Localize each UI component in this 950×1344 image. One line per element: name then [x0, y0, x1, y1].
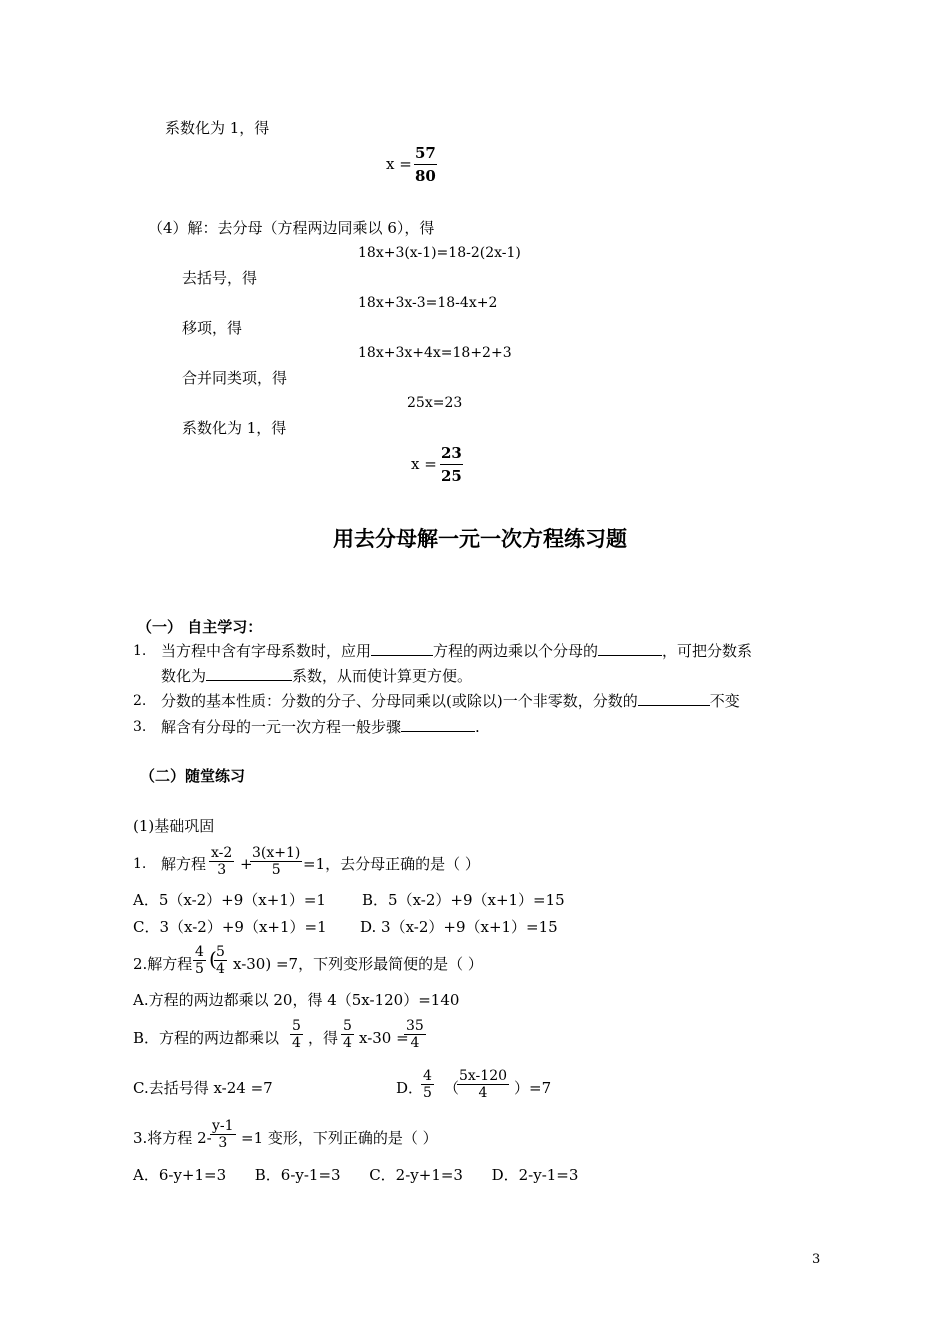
fraction: [193, 944, 206, 977]
fraction-denominator: 5: [271, 862, 281, 878]
fraction-numerator: y-1: [212, 1118, 234, 1134]
fraction-denominator: 3: [218, 1135, 228, 1151]
page-number: 3: [812, 1252, 821, 1267]
option-text: ，得: [308, 1029, 339, 1047]
question-text-part: 数化为: [161, 667, 207, 685]
x-label: x =: [386, 155, 412, 173]
answer-blank[interactable]: [371, 641, 433, 656]
question-lead: 3.将方程 2-: [133, 1129, 212, 1147]
fraction-numerator: 35: [406, 1018, 424, 1034]
fraction: [209, 845, 234, 878]
question-text-part: 系数，从而使计算更方便。: [292, 667, 473, 685]
fraction: [404, 1018, 426, 1051]
open-paren: (: [209, 947, 217, 971]
fraction-denominator: 5: [423, 1085, 432, 1101]
equation: 25x=23: [407, 395, 463, 411]
subsection-heading: (1)基础巩固: [133, 817, 215, 835]
fraction-numerator: 5: [343, 1018, 352, 1034]
fraction-denominator: 3: [217, 862, 227, 878]
step-label: 系数化为 1，得: [165, 119, 270, 137]
question-number: 3.: [133, 719, 147, 735]
question-lead: 2.解方程: [133, 955, 193, 973]
answer-blank[interactable]: [206, 666, 292, 681]
fraction-numerator: 5: [292, 1018, 301, 1034]
section-heading: （二）随堂练习: [140, 767, 246, 785]
question-text-part: .: [475, 718, 480, 736]
section-heading: （一） 自主学习：: [137, 618, 263, 636]
answer-blank[interactable]: [598, 641, 662, 656]
option-list[interactable]: A．6-y+1=3 B．6-y-1=3 C．2-y+1=3 D．2-y-1=3: [133, 1166, 579, 1184]
option-text: （: [444, 1079, 460, 1097]
fraction-numerator: 3(x+1): [252, 845, 301, 861]
question-text: =1 变形，下列正确的是（ ）: [241, 1129, 438, 1147]
step-label: 去括号，得: [182, 269, 258, 287]
option-a[interactable]: A．5（x-2）+9（x+1）=1: [133, 891, 326, 909]
page-title: 用去分母解一元一次方程练习题: [333, 526, 627, 551]
fraction-denominator: 25: [441, 467, 462, 485]
fraction-denominator: 4: [478, 1085, 488, 1101]
question-lead: 解方程: [161, 855, 207, 873]
answer-blank[interactable]: [401, 717, 475, 732]
question-text: =1，去分母正确的是（ ）: [303, 855, 480, 873]
option-a[interactable]: A.方程的两边都乘以 20，得 4（5x-120）=140: [133, 991, 460, 1009]
option-c[interactable]: C.去括号得 x-24 =7: [133, 1079, 273, 1097]
question-text-part: 解含有分母的一元一次方程一般步骤: [161, 718, 402, 736]
question-text-part: 方程的两边乘以个分母的: [433, 642, 599, 660]
question-text-part: 不变: [709, 692, 740, 710]
fraction-numerator: 23: [440, 442, 463, 465]
fraction-denominator: 4: [292, 1035, 301, 1051]
fraction-denominator: 80: [415, 167, 436, 185]
fraction-numerator: 5x-120: [459, 1068, 508, 1084]
fraction: [341, 1018, 354, 1051]
fraction: [290, 1018, 303, 1051]
fraction: [421, 1068, 434, 1101]
question-text: [161, 666, 472, 686]
fraction-numerator: x-2: [211, 845, 233, 861]
fraction: [214, 944, 227, 977]
fraction: [210, 1118, 236, 1151]
answer-blank[interactable]: [638, 691, 710, 706]
question-text-part: ，可把分数系: [662, 642, 753, 660]
equation: 18x+3(x-1)=18-2(2x-1): [358, 245, 521, 261]
fraction-denominator: 4: [343, 1035, 352, 1051]
question-text: [161, 691, 740, 711]
fraction-denominator: 5: [195, 961, 204, 977]
operator: +: [240, 855, 253, 873]
option-text: x-30 =: [359, 1029, 409, 1047]
question-number: 1.: [133, 643, 147, 659]
option-d[interactable]: D．: [396, 1079, 424, 1097]
fraction-denominator: 4: [410, 1035, 420, 1051]
x-label: x =: [411, 455, 437, 473]
option-c[interactable]: C．3（x-2）+9（x+1）=1: [133, 918, 327, 936]
fraction-numerator: 4: [195, 944, 204, 960]
question-text: [161, 641, 752, 661]
fraction-answer: [413, 142, 438, 187]
equation: 18x+3x+4x=18+2+3: [358, 345, 512, 361]
solution-intro: （4）解：去分母（方程两边同乘以 6），得: [148, 219, 435, 237]
fraction-numerator: 5: [216, 944, 225, 960]
question-text: [161, 717, 480, 737]
question-text-part: 当方程中含有字母系数时，应用: [161, 642, 372, 660]
option-b[interactable]: B．方程的两边都乘以: [133, 1029, 280, 1047]
step-label: 合并同类项，得: [182, 369, 288, 387]
option-d[interactable]: D. 3（x-2）+9（x+1）=15: [360, 918, 558, 936]
fraction: [250, 845, 302, 878]
question-number: 2.: [133, 693, 147, 709]
fraction-answer: [439, 442, 464, 487]
fraction-numerator: 4: [423, 1068, 432, 1084]
equation: 18x+3x-3=18-4x+2: [358, 295, 498, 311]
fraction: [457, 1068, 509, 1101]
option-text: ）=7: [514, 1079, 552, 1097]
question-text: x-30) =7，下列变形最简便的是（ ）: [233, 955, 483, 973]
fraction-numerator: 57: [414, 142, 437, 165]
question-text-part: 分数的基本性质：分数的分子、分母同乘以(或除以)一个非零数，分数的: [161, 692, 638, 710]
question-number: 1.: [133, 856, 147, 872]
step-label: 移项，得: [182, 319, 243, 337]
option-b[interactable]: B．5（x-2）+9（x+1）=15: [362, 891, 565, 909]
step-label: 系数化为 1，得: [182, 419, 287, 437]
fraction-denominator: 4: [216, 961, 225, 977]
